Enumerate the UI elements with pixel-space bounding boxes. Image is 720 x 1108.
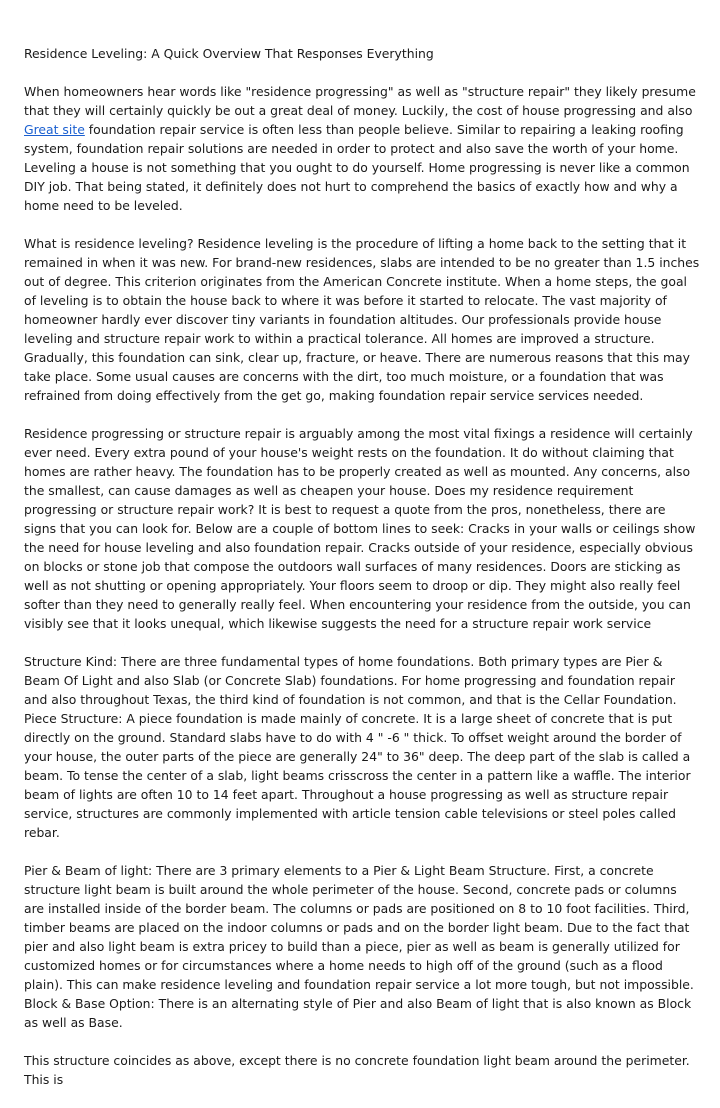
document-body bbox=[24, 44, 700, 1108]
great-site-link[interactable]: Great site bbox=[24, 122, 85, 137]
paragraph-pier-and-beam: Pier & Beam of light: There are 3 primary elements to a Pier & Light Beam Structure. First, a concrete structure light beam is built around the whole perimeter of the house. Second, concrete pads or columns are installed inside of the border beam. The columns or pads are positioned on 8 to 10 foot facilities. Third, timber beams are placed on the indoor columns or pads and on the border light beam. Due to the fact that pier and also light beam is extra pricey to build than a piece, pier as well as beam is generally utilized for customized homes or for circumstances where a home needs to high off of the ground (such as a flood plain). This can make residence leveling and foundation repair service a lot more tough, but not impossible. Block & Base Option: There is an alternating style of Pier and also Beam of light that is also known as Block as well as Base. bbox=[24, 863, 694, 1030]
paragraph-structure-kinds: Structure Kind: There are three fundamental types of home foundations. Both primary types are Pier & Beam Of Light and also Slab (or Concrete Slab) foundations. For home progressing and foundation repair and also throughout Texas, the third kind of foundation is not common, and that is the Cellar Foundation. Piece Structure: A piece foundation is made mainly of concrete. It is a large sheet of concrete that is put directly on the ground. Standard slabs have to do with 4 " -6 " thick. To offset weight around the border of your house, the outer parts of the piece are generally 24" to 36" deep. The deep part of the slab is called a beam. To tense the center of a slab, light beams crisscross the center in a pattern like a waffle. The interior beam of lights are often 10 to 14 feet apart. Throughout a house progressing as well as structure repair service, structures are commonly implemented with article tension cable televisions or steel poles called rebar. bbox=[24, 654, 691, 840]
paragraph-intro-text-end: foundation repair service is often less than people believe. Similar to repairing a leaking roofing system, foundation repair solutions are needed in order to protect and also save the worth of your home. Leveling a house is not something that you ought to do yourself. Home progressing is never like a common DIY job. That being stated, it definitely does not hurt to comprehend the basics of exactly how and why a home need to be leveled. bbox=[24, 122, 690, 213]
paragraph-block-and-base: This structure coincides as above, except there is no concrete foundation light beam around the perimeter. This is bbox=[24, 1053, 690, 1087]
paragraph-signs-of-repair: Residence progressing or structure repair is arguably among the most vital fixings a residence will certainly ever need. Every extra pound of your house's weight rests on the foundation. It do without claiming that homes are rather heavy. The foundation has to be properly created as well as mounted. Any concerns, also the smallest, can cause damages as well as cheapen your house. Does my residence requirement progressing or structure repair work? It is best to request a quote from the pros, nonetheless, there are signs that you can look for. Below are a couple of bottom lines to seek: Cracks in your walls or ceilings show the need for house leveling and also foundation repair. Cracks outside of your residence, especially obvious on blocks or stone job that compose the outdoors wall surfaces of many residences. Doors are sticking as well as not shutting or opening appropriately. Your floors seem to droop or dip. They might also really feel softer than they need to generally really feel. When encountering your residence from the outside, you can visibly see that it looks unequal, which likewise suggests the need for a structure repair work service bbox=[24, 426, 696, 631]
document-title: Residence Leveling: A Quick Overview That Responses Everything bbox=[24, 46, 434, 61]
paragraph-intro-text-start: When homeowners hear words like "residence progressing" as well as "structure repair" they likely presume that they will certainly quickly be out a great deal of money. Luckily, the cost of house progressing and also bbox=[24, 84, 696, 118]
paragraph-what-is-leveling: What is residence leveling? Residence leveling is the procedure of lifting a home back to the setting that it remained in when it was new. For brand-new residences, slabs are intended to be no greater than 1.5 inches out of degree. This criterion originates from the American Concrete institute. When a home steps, the goal of leveling is to obtain the house back to where it was before it started to relocate. The vast majority of homeowner hardly ever discover tiny variants in foundation altitudes. Our professionals provide house leveling and structure repair work to within a practical tolerance. All homes are improved a structure. Gradually, this foundation can sink, clear up, fracture, or heave. There are numerous reasons that this may take place. Some usual causes are concerns with the dirt, too much moisture, or a foundation that was refrained from doing effectively from the get go, making foundation repair service services needed. bbox=[24, 236, 700, 403]
paragraph-intro bbox=[24, 82, 700, 215]
